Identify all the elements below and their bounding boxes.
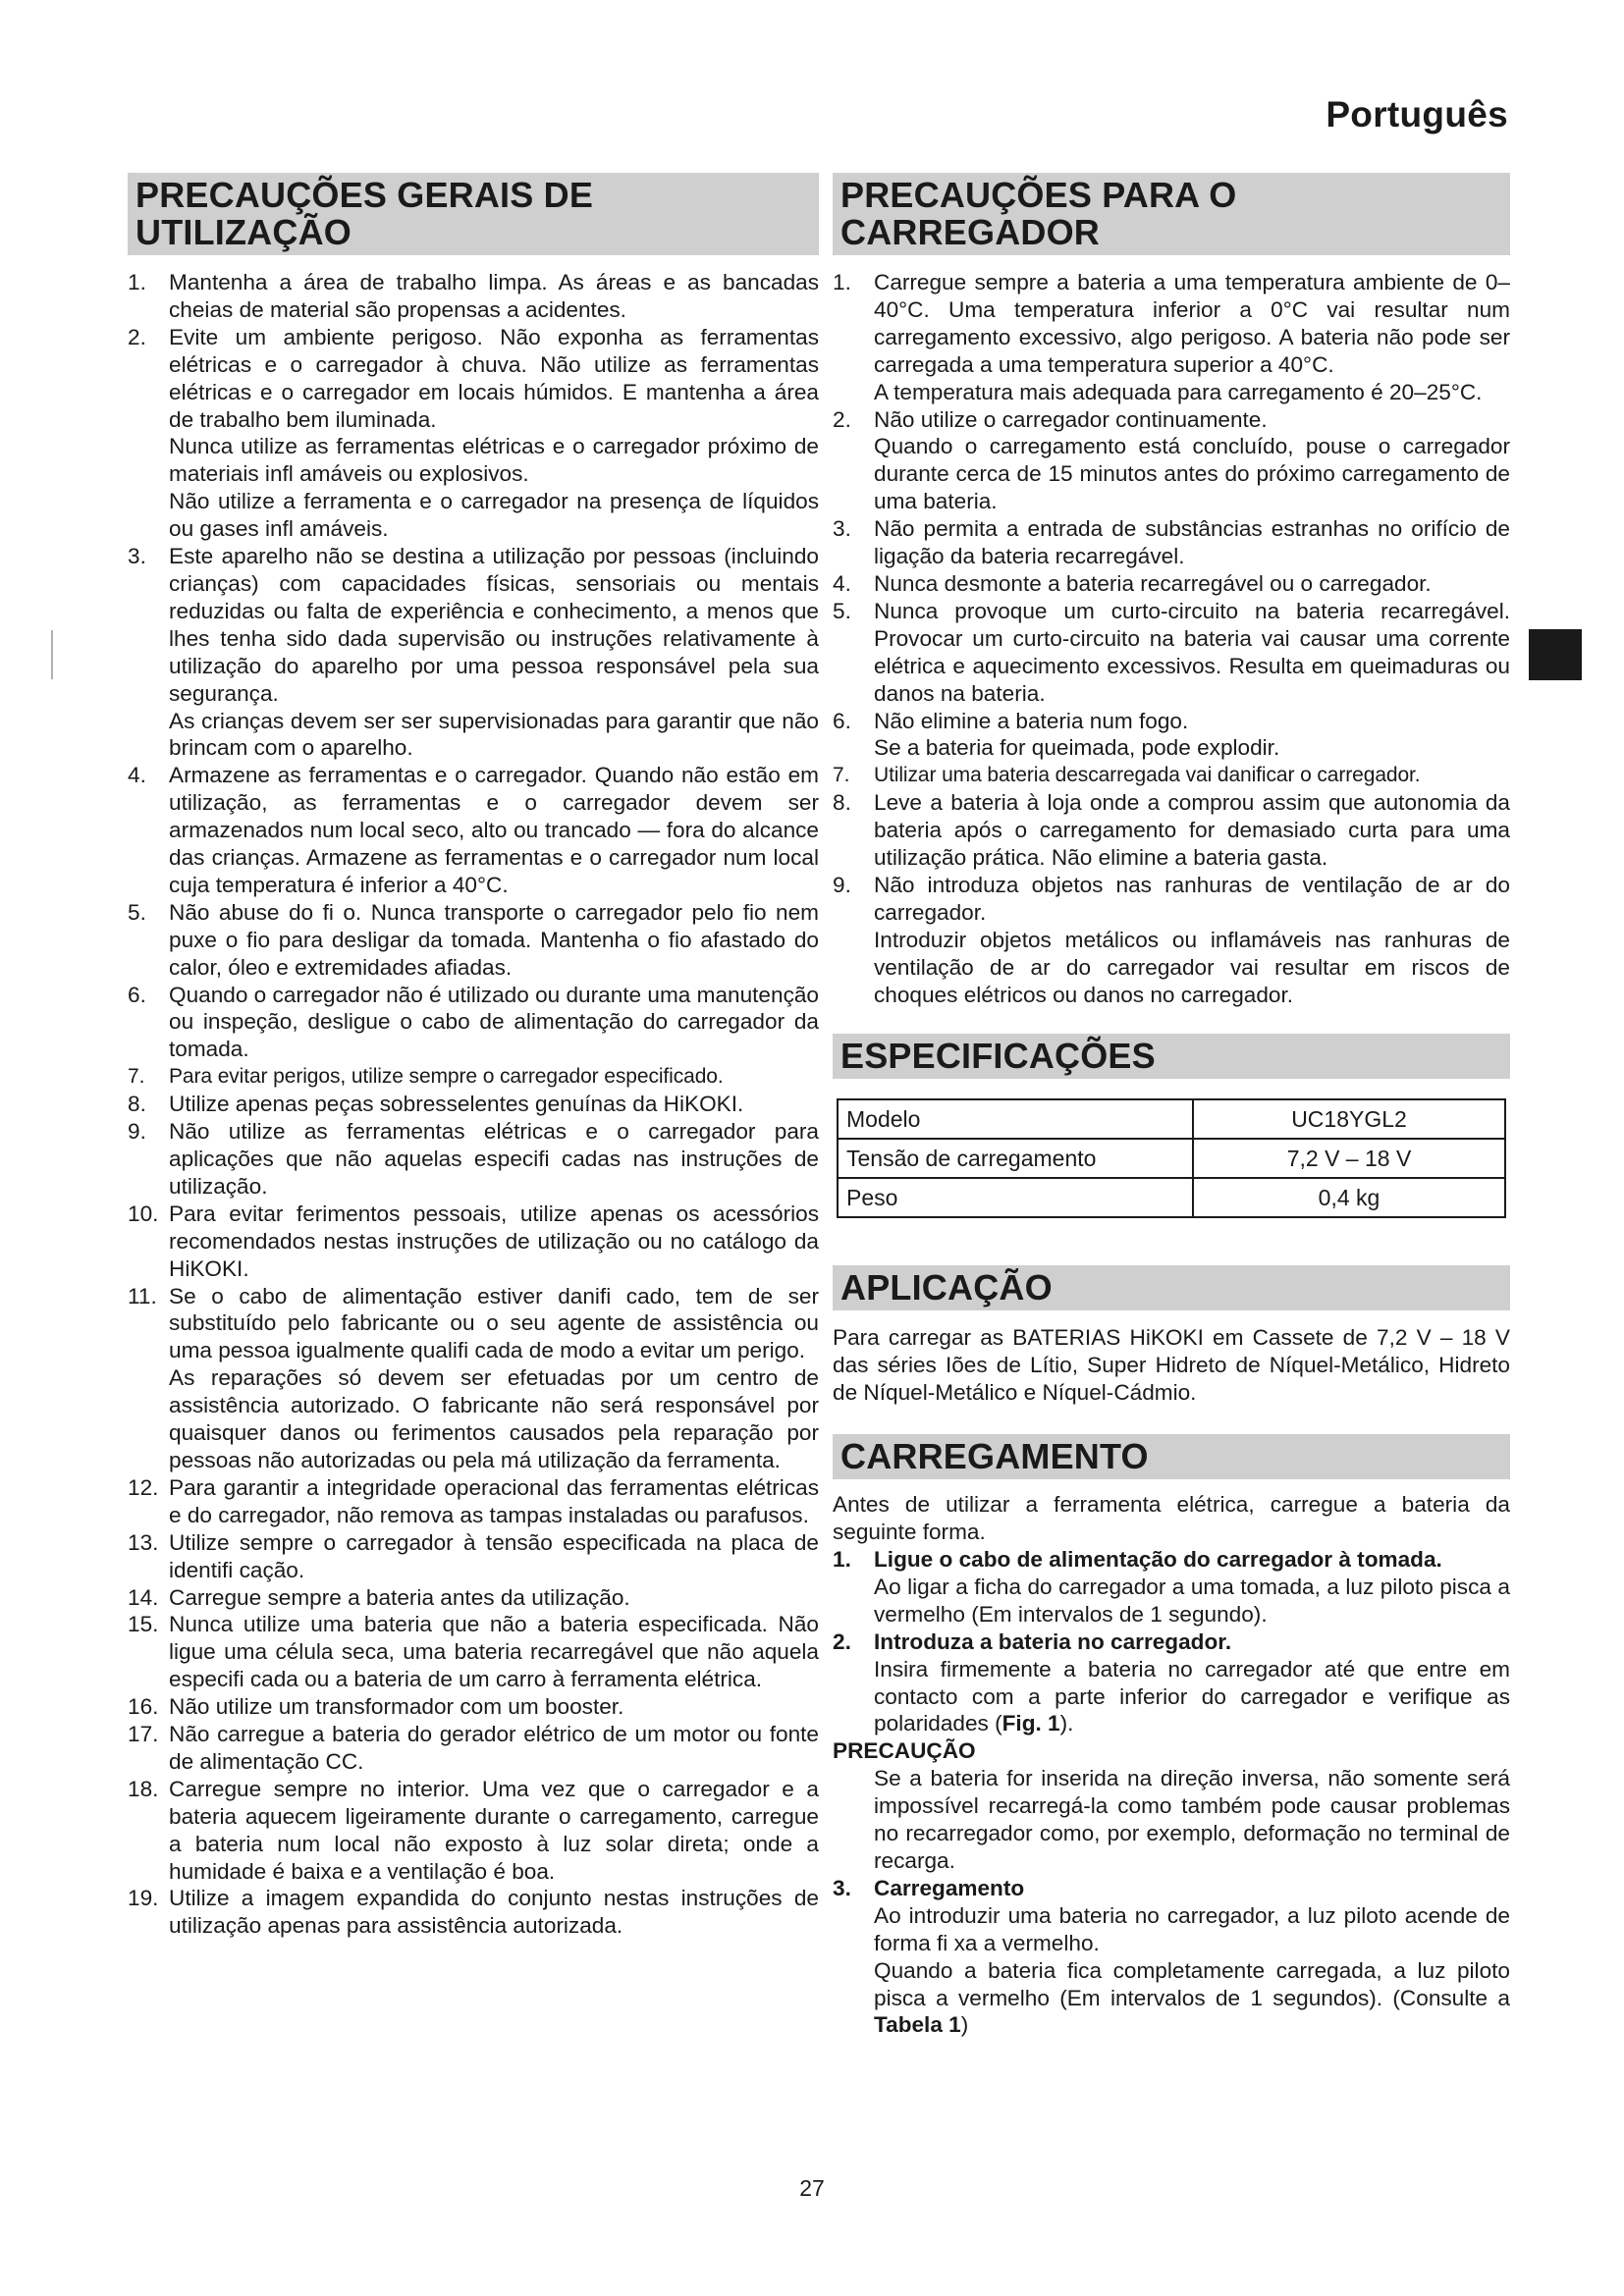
step-title: Carregamento (874, 1875, 1025, 1900)
specifications-table (837, 1098, 1506, 1218)
list-item (128, 1474, 819, 1529)
item-number: 18. (128, 1776, 159, 1801)
charger-precautions-list (833, 269, 1510, 1008)
section-heading-specifications: ESPECIFICAÇÕES (833, 1034, 1510, 1079)
item-text: Para evitar ferimentos pessoais, utilize apenas os acessórios recomendados nestas instruções de utilização ou no catálogo da HiKOKI. (169, 1201, 819, 1281)
item-text: Para evitar perigos, utilize sempre o carregador especificado. (169, 1065, 724, 1089)
item-text: As reparações só devem ser efetuadas por um centro de assistência autorizado. O fabricante não será responsável por quaisquer danos ou ferimentos causados pela reparação por pessoas não autorizadas ou pela má utilização da ferramenta. (169, 1365, 819, 1472)
section-heading-general-precautions: PRECAUÇÕES GERAIS DE UTILIZAÇÃO (128, 173, 819, 255)
item-number: 4. (128, 763, 146, 788)
step-text: Insira firmemente a bateria no carregador até que entre em contacto com a parte inferior do carregador e verifique as polaridades (Fig. 1). (874, 1656, 1510, 1736)
list-item (128, 1091, 819, 1118)
step-title: Introduza a bateria no carregador. (874, 1629, 1232, 1654)
item-text: Não permita a entrada de substâncias estranhas no orifício de ligação da bateria recarregável. (874, 516, 1510, 569)
list-item (833, 598, 1510, 708)
item-text: Armazene as ferramentas e o carregador. Quando não estão em utilização, as ferramentas e o carregador devem ser armazenados num local seco, alto ou trancado — fora do alcance das crianças. Armazene as ferramentas e o carregador num local cuja temperatura é inferior a 40°C. (169, 763, 819, 897)
item-text: Utilize a imagem expandida do conjunto nestas instruções de utilização apenas para assistência autorizada. (169, 1886, 819, 1939)
list-item (128, 543, 819, 762)
item-text: Mantenha a área de trabalho limpa. As áreas e as bancadas cheias de material são propensas a acidentes. (169, 270, 819, 322)
charging-step-3: 3. Carregamento Ao introduzir uma bateria no carregador, a luz piloto acende de forma fi xa a vermelho. Quando a bateria fica completamente carregada, a luz piloto pisca a vermelho (Em intervalos de 1 segundos). (Consulte a Tabela 1) (833, 1875, 1510, 2038)
item-text: Quando o carregamento está concluído, pouse o carregador durante cerca de 15 minutos antes do próximo carregamento de uma bateria. (874, 434, 1510, 514)
table-reference: Tabela 1 (874, 2012, 961, 2038)
item-text: Utilize apenas peças sobresselentes genuínas da HiKOKI. (169, 1092, 744, 1117)
step-title: Ligue o cabo de alimentação do carregador à tomada. (874, 1547, 1442, 1572)
list-item (128, 1885, 819, 1940)
spec-label: Peso (838, 1178, 1193, 1217)
item-number: 7. (128, 1065, 145, 1089)
item-number: 10. (128, 1201, 159, 1226)
section-heading-application: APLICAÇÃO (833, 1265, 1510, 1310)
item-number: 15. (128, 1612, 159, 1637)
item-text: Nunca desmonte a bateria recarregável ou o carregador. (874, 570, 1432, 596)
caution-text: Se a bateria for inserida na direção inversa, não somente será impossível recarregá-la como também pode causar problemas no recarregador como, por exemplo, deformação no terminal de recarga. (874, 1766, 1510, 1873)
item-number: 7. (833, 764, 850, 787)
item-text: Nunca provoque um curto-circuito na bateria recarregável. Provocar um curto-circuito na bateria vai causar uma corrente elétrica e aquecimento excessivos. Resulta em queimaduras ou danos na bateria. (874, 598, 1510, 706)
right-column (833, 173, 1510, 2039)
item-number: 3. (833, 516, 851, 542)
list-item (833, 570, 1510, 598)
item-number: 12. (128, 1474, 159, 1500)
list-item (128, 762, 819, 899)
item-text: Se a bateria for queimada, pode explodir. (874, 735, 1280, 761)
item-number: 8. (833, 790, 851, 816)
charging-step-1: 1. Ligue o cabo de alimentação do carregador à tomada. Ao ligar a ficha do carregador a uma tomada, a luz piloto pisca a vermelho (Em intervalos de 1 segundo). (833, 1547, 1510, 1627)
item-text: Não abuse do fi o. Nunca transporte o carregador pelo fio nem puxe o fio para desligar da tomada. Mantenha o fio afastado do calor, óleo e extremidades afiadas. (169, 899, 819, 980)
figure-reference: Fig. 1 (1001, 1711, 1060, 1736)
list-item (128, 1283, 819, 1474)
spec-label: Tensão de carregamento (838, 1139, 1193, 1178)
item-text: Se o cabo de alimentação estiver danifi cado, tem de ser substituído pelo fabricante ou o seu agente de assistência ou uma pessoa igualmente qualifi cada de modo a evitar um perigo. (169, 1283, 819, 1363)
page-number: 27 (799, 2175, 825, 2201)
list-item (128, 1201, 819, 1283)
item-number: 6. (833, 708, 851, 733)
general-precautions-list (128, 269, 819, 1940)
item-text: Nunca utilize as ferramentas elétricas e o carregador próximo de materiais infl amáveis ou explosivos. (169, 434, 819, 487)
spec-value: 7,2 V – 18 V (1193, 1139, 1505, 1178)
item-number: 19. (128, 1886, 159, 1911)
list-item (833, 872, 1510, 1009)
charging-step-2: 2. Introduza a bateria no carregador. Insira firmemente a bateria no carregador até que entre em contacto com a parte inferior do carregador e verifique as polaridades (Fig. 1). (833, 1629, 1510, 1736)
spec-value: UC18YGL2 (1193, 1099, 1505, 1139)
item-number: 4. (833, 570, 851, 596)
item-number: 9. (833, 872, 851, 897)
item-text: Nunca utilize uma bateria que não a bateria especificada. Não ligue uma célula seca, uma bateria recarregável que não aquela especifi cada ou a bateria de um carro à ferramenta elétrica. (169, 1612, 819, 1692)
step-text: Ao ligar a ficha do carregador a uma tomada, a luz piloto pisca a vermelho (Em intervalos de 1 segundo). (874, 1574, 1510, 1627)
item-text: A temperatura mais adequada para carregamento é 20–25°C. (874, 379, 1483, 404)
item-text: Leve a bateria à loja onde a comprou assim que autonomia da bateria após o carregamento for demasiado curta para uma utilização prática. Não elimine a bateria gasta. (874, 790, 1510, 871)
list-item (128, 324, 819, 543)
item-text: Não utilize a ferramenta e o carregador na presença de líquidos ou gases infl amáveis. (169, 489, 819, 542)
item-text: Evite um ambiente perigoso. Não exponha as ferramentas elétricas e o carregador à chuva. Não utilize as ferramentas elétricas e o carregador em locais húmidos. E mantenha a área de trabalho bem iluminada. (169, 324, 819, 432)
item-text: Quando o carregador não é utilizado ou durante uma manutenção ou inspeção, desligue o cabo de alimentação do carregador da tomada. (169, 982, 819, 1062)
step-text: Ao introduzir uma bateria no carregador, a luz piloto acende de forma fi xa a vermelho. (874, 1902, 1510, 1955)
list-item (833, 708, 1510, 763)
item-number: 14. (128, 1584, 159, 1610)
list-item (128, 1584, 819, 1612)
margin-mark (51, 630, 53, 679)
item-text: Introduzir objetos metálicos ou inflamáveis nas ranhuras de ventilação de ar do carregador vai resultar em riscos de choques elétricos ou danos no carregador. (874, 927, 1510, 1007)
list-item (128, 982, 819, 1064)
item-text: Este aparelho não se destina a utilização por pessoas (incluindo crianças) com capacidades físicas, sensoriais ou mentais reduzidas ou falta de experiência e conhecimento, a menos que lhes tenha sido dada supervisão ou instruções relativamente à utilização do aparelho por uma pessoa responsável pela sua segurança. (169, 544, 819, 706)
item-text: Carregue sempre no interior. Uma vez que o carregador e a bateria aquecem ligeiramente durante o carregamento, carregue a bateria num local não exposto à luz solar direta; onde a humidade é baixa e a ventilação é boa. (169, 1776, 819, 1884)
list-item (128, 1611, 819, 1693)
item-text: Não utilize as ferramentas elétricas e o carregador para aplicações que não aquelas especifi cadas nas instruções de utilização. (169, 1119, 819, 1199)
table-row (838, 1139, 1505, 1178)
item-number: 1. (128, 270, 146, 294)
language-tab-marker (1529, 629, 1582, 680)
caution-block (833, 1765, 1510, 1875)
caution-label: PRECAUÇÃO (833, 1738, 976, 1764)
charging-intro: Antes de utilizar a ferramenta elétrica, carregue a bateria da seguinte forma. (833, 1492, 1510, 1545)
table-row (838, 1099, 1505, 1139)
list-item (833, 269, 1510, 406)
item-text: Carregue sempre a bateria a uma temperatura ambiente de 0–40°C. Uma temperatura inferior a 0°C vai resultar num carregamento excessivo, algo perigoso. A bateria não pode ser carregada a uma temperatura superior a 40°C. (874, 270, 1510, 377)
list-item (128, 1529, 819, 1584)
item-number: 2. (128, 324, 146, 349)
item-number: 6. (128, 982, 146, 1007)
list-item (833, 515, 1510, 570)
item-number: 11. (128, 1283, 157, 1308)
spec-value: 0,4 kg (1193, 1178, 1505, 1217)
item-text: Não utilize o carregador continuamente. (874, 406, 1268, 432)
item-text: Não elimine a bateria num fogo. (874, 708, 1189, 733)
list-item (833, 789, 1510, 872)
list-item (833, 406, 1510, 516)
left-column (128, 173, 819, 1940)
list-item (128, 1693, 819, 1721)
application-text: Para carregar as BATERIAS HiKOKI em Cassete de 7,2 V – 18 V das séries Iões de Lítio, Super Hidreto de Níquel-Metálico, Hidreto de Níquel-Metálico e Níquel-Cádmio. (833, 1325, 1510, 1406)
item-text: Não carregue a bateria do gerador elétrico de um motor ou fonte de alimentação CC. (169, 1722, 819, 1774)
item-number: 17. (128, 1722, 159, 1747)
table-row (838, 1178, 1505, 1217)
list-item (833, 762, 1510, 789)
item-text: Utilizar uma bateria descarregada vai danificar o carregador. (874, 764, 1421, 787)
item-number: 5. (833, 598, 851, 623)
item-text: Utilize sempre o carregador à tensão especificada na placa de identifi cação. (169, 1529, 819, 1582)
item-number: 3. (128, 544, 146, 569)
item-number: 13. (128, 1529, 159, 1555)
list-item (128, 1118, 819, 1201)
item-number: 1. (833, 270, 851, 294)
item-text: Não utilize um transformador com um booster. (169, 1694, 624, 1720)
list-item (128, 269, 819, 324)
item-number: 16. (128, 1694, 159, 1720)
list-item (128, 1063, 819, 1091)
item-number: 2. (833, 406, 851, 432)
list-item (128, 899, 819, 982)
item-text: Carregue sempre a bateria antes da utilização. (169, 1584, 630, 1610)
list-item (128, 1721, 819, 1776)
item-text: Não introduza objetos nas ranhuras de ventilação de ar do carregador. (874, 872, 1510, 925)
item-number: 5. (128, 899, 146, 925)
section-heading-charger-precautions: PRECAUÇÕES PARA O CARREGADOR (833, 173, 1510, 255)
item-number: 9. (128, 1119, 146, 1145)
item-number: 8. (128, 1092, 146, 1117)
step-text: Quando a bateria fica completamente carregada, a luz piloto pisca a vermelho (Em intervalos de 1 segundos). (Consulte a Tabela 1) (874, 1957, 1510, 2038)
item-text: As crianças devem ser ser supervisionadas para garantir que não brincam com o aparelho. (169, 708, 819, 761)
list-item (128, 1776, 819, 1886)
language-label: Português (1326, 94, 1508, 134)
spec-label: Modelo (838, 1099, 1193, 1139)
section-heading-charging: CARREGAMENTO (833, 1434, 1510, 1479)
item-text: Para garantir a integridade operacional das ferramentas elétricas e do carregador, não remova as tampas instaladas ou parafusos. (169, 1474, 819, 1527)
